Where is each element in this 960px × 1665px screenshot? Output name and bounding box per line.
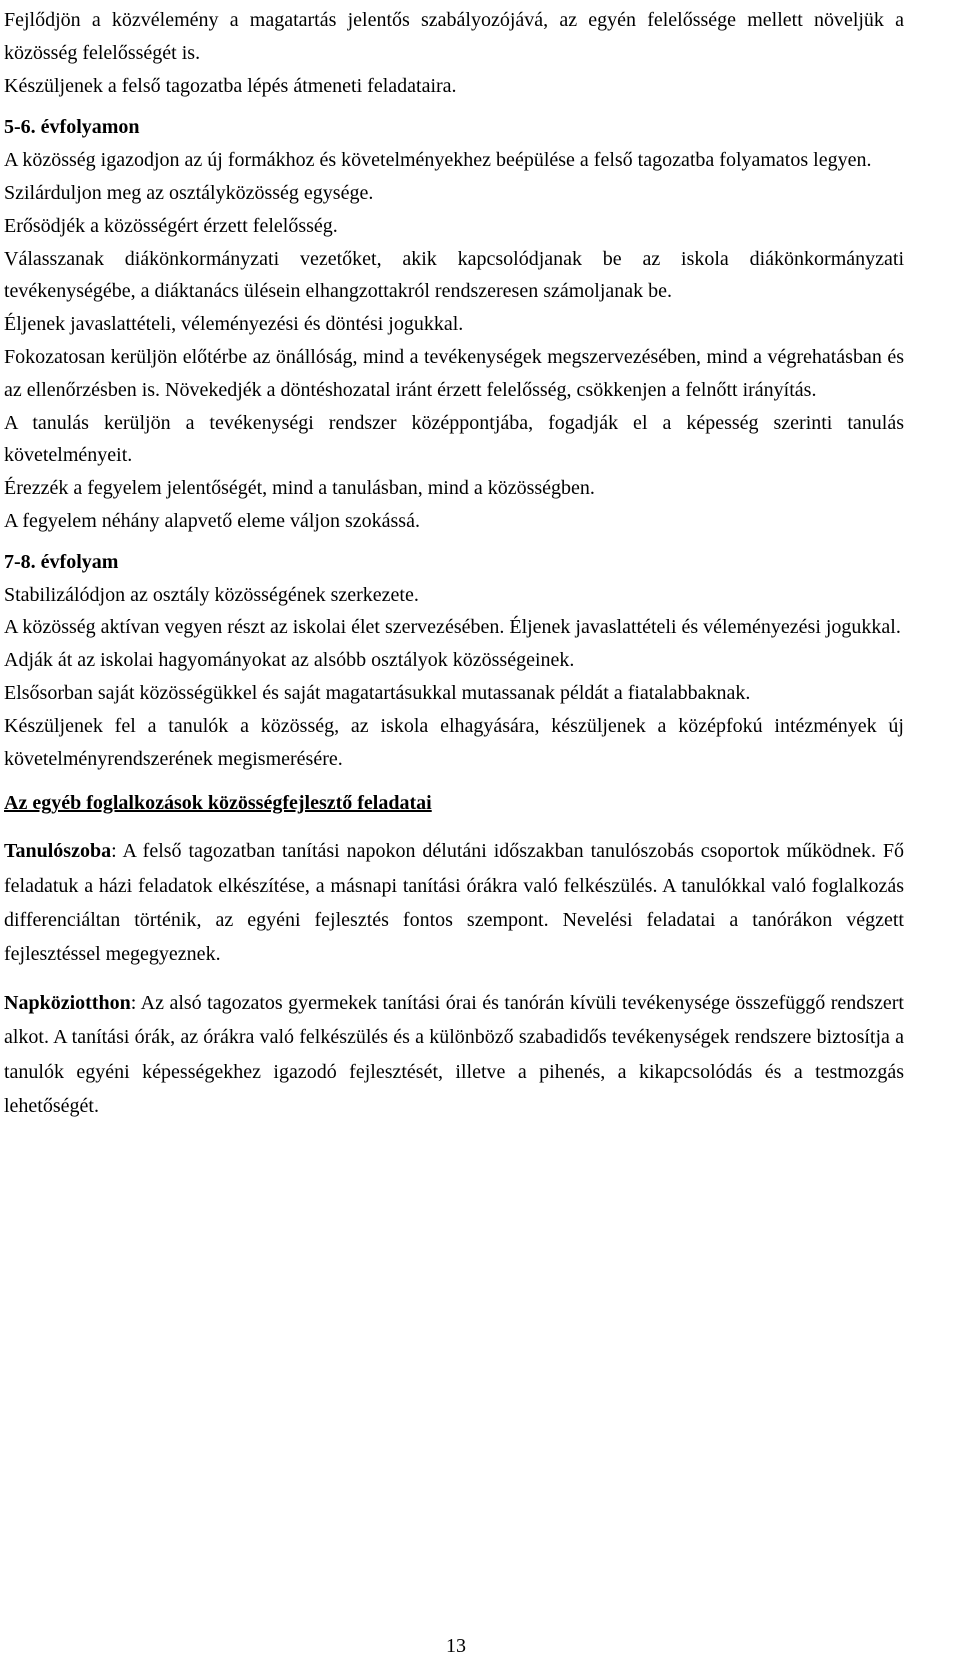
paragraph-text: : Az alsó tagozatos gyermekek tanítási órai és tanórán kívüli tevékenysége összefüggő rendszert alkot. A tanítási órák, az órákra való felkészülés és a különböző szabadidős tevékenységek rendszere biztosítja a tanulók egyéni képességekhez igazodó fejlesztését, illetve a pihenés, a kikapcsolódás és a testmozgás lehetőségét. bbox=[4, 991, 904, 1117]
grade-7-8-item: Stabilizálódjon az osztály közösségének szerkezete. bbox=[4, 583, 419, 606]
grade-5-6-item: A fegyelem néhány alapvető eleme váljon szokássá. bbox=[4, 509, 420, 532]
napkoziotthon-paragraph bbox=[4, 986, 904, 1124]
grade-5-6-heading: 5-6. évfolyamon bbox=[4, 116, 140, 139]
grade-5-6-item: A közösség igazodjon az új formákhoz és követelményekhez beépülése a felső tagozatba folyamatos legyen. bbox=[4, 149, 872, 172]
grade-7-8-item: A közösség aktívan vegyen részt az iskolai élet szervezésében. Éljenek javaslattételi és véleményezési jogukkal. bbox=[4, 616, 901, 639]
section-title: Az egyéb foglalkozások közösségfejlesztő feladatai bbox=[4, 792, 432, 815]
grade-7-8-item: Adják át az iskolai hagyományokat az alsóbb osztályok közösségeinek. bbox=[4, 649, 575, 672]
grade-5-6-item: Fokozatosan kerüljön előtérbe az önállóság, mind a tevékenységek megszervezésében, mind a végrehatásban és az ellenőrzésben is. Növekedjék a döntéshozatal iránt érzett felelősség, csökkenjen a felnőtt irányítás. bbox=[4, 345, 904, 401]
grade-5-6-item: A tanulás kerüljön a tevékenységi rendszer középpontjába, fogadják el a képesség szerinti tanulás követelményeit. bbox=[4, 411, 904, 467]
paragraph-term: Napköziotthon bbox=[4, 991, 131, 1014]
document-page bbox=[4, 4, 904, 1123]
grade-7-8-heading: 7-8. évfolyam bbox=[4, 550, 119, 573]
grade-5-6-item: Válasszanak diákönkormányzati vezetőket, akik kapcsolódjanak be az iskola diákönkormányzati tevékenységébe, a diáktanács ülésein elhangzottakról rendszeresen számoljanak be. bbox=[4, 247, 904, 303]
page-number: 13 bbox=[446, 1635, 466, 1657]
tanuloszoba-paragraph bbox=[4, 834, 904, 972]
grade-5-6-item: Éljenek javaslattételi, véleményezési és döntési jogukkal. bbox=[4, 313, 464, 336]
grade-5-6-item: Erősödjék a közösségért érzett felelősség. bbox=[4, 214, 338, 237]
top-paragraph: Készüljenek a felső tagozatba lépés átmeneti feladataira. bbox=[4, 74, 457, 97]
grade-7-8-item: Elsősorban saját közösségükkel és saját magatartásukkal mutassanak példát a fiatalabbaknak. bbox=[4, 681, 751, 704]
grade-5-6-item: Érezzék a fegyelem jelentőségét, mind a tanulásban, mind a közösségben. bbox=[4, 477, 595, 500]
top-paragraph: Fejlődjön a közvélemény a magatartás jelentős szabályozójává, az egyén felelőssége mellett növeljük a közösség felelősségét is. bbox=[4, 9, 904, 64]
grade-5-6-item: Szilárduljon meg az osztályközösség egysége. bbox=[4, 181, 374, 204]
grade-7-8-item: Készüljenek fel a tanulók a közösség, az iskola elhagyására, készüljenek a középfokú intézmények új követelményrendszerének megismerésére. bbox=[4, 714, 904, 770]
paragraph-term: Tanulószoba bbox=[4, 840, 112, 863]
paragraph-text: : A felső tagozatban tanítási napokon délutáni időszakban tanulószobás csoportok működnek. Fő feladatuk a házi feladatok elkészítése, a másnapi tanítási órákra való felkészülés. A tanulókkal való foglalkozás differenciáltan történik, az egyéni fejlesztés fontos szempont. Nevelési feladatai a tanórákon végzett fejlesztéssel megegyeznek. bbox=[4, 840, 904, 966]
